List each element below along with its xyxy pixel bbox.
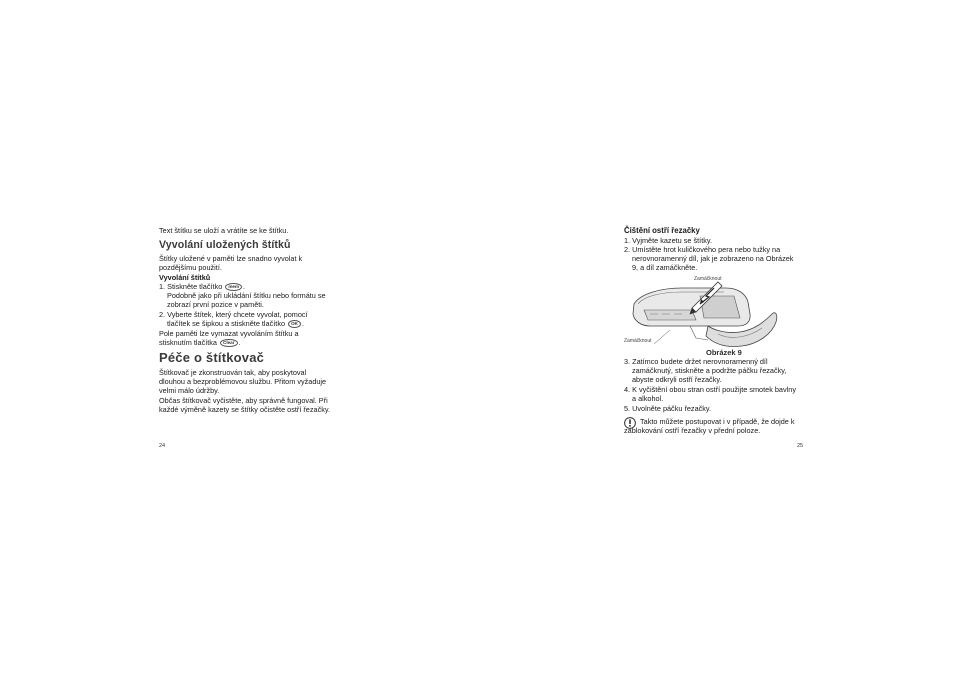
right-step-4-line-1: 4. K vyčištění obou stran ostří použijte smotek bavlny	[624, 385, 796, 394]
ok-key-icon: OK	[288, 320, 301, 328]
label-maker-cutter-illustration	[630, 274, 780, 366]
clear-text: stisknutím tlačítka	[159, 338, 217, 347]
step-2-text: tlačítek se šipkou a stiskněte tlačítko	[167, 319, 286, 328]
care-paragraph-2-line-2: každé výměně kazety se štítky očistěte ostří řezačky.	[159, 405, 330, 414]
cleaning-heading: Čištění ostří řezačky	[624, 226, 700, 235]
care-paragraph-1-line-1: Štítkovač je zkonstruován tak, aby poskytoval	[159, 368, 307, 377]
step-2-line-2: tlačítek se šipkou a stiskněte tlačítko OK .	[167, 319, 304, 328]
right-step-5: 5. Uvolněte páčku řezačky.	[624, 404, 712, 413]
step-1: 1. Stiskněte tlačítko mem .	[159, 282, 246, 291]
step-2-line-1: 2. Vyberte štítek, který chcete vyvolat, pomocí	[159, 310, 308, 319]
recall-paragraph-line-2: pozdějšímu použití.	[159, 263, 222, 272]
recall-heading: Vyvolání uložených štítků	[159, 239, 291, 251]
step-1-text: 1. Stiskněte tlačítko	[159, 282, 223, 291]
figure-label-top: Zamáčknout	[694, 276, 722, 282]
note-line-1: Takto můžete postupovat i v případě, že dojde k	[640, 417, 795, 426]
right-step-4-line-2: a alkohol.	[632, 394, 664, 403]
page-number-right: 25	[797, 443, 804, 449]
recall-subheading: Vyvolání štítků	[159, 273, 211, 282]
care-paragraph-1-line-3: velmi málo údržby.	[159, 386, 220, 395]
right-step-2-line-2: nerovnoramenný díl, jak je zobrazeno na Obrázek	[632, 254, 794, 263]
right-step-3-line-3: abyste odkryli ostří řezačky.	[632, 375, 722, 384]
step-1-cont-line-1: Podobně jako při ukládání štítku nebo formátu se	[167, 291, 326, 300]
intro-text: Text štítku se uloží a vrátíte se ke štítku.	[159, 226, 289, 235]
clear-key-icon: Clear	[220, 339, 238, 347]
figure-caption: Obrázek 9	[706, 348, 742, 357]
care-paragraph-1-line-2: dlouhou a bezproblémovou službu. Přitom vyžaduje	[159, 377, 327, 386]
step-1-cont-line-2: zobrazí první pozice v paměti.	[167, 300, 264, 309]
clear-line-2: stisknutím tlačítka Clear .	[159, 338, 241, 347]
clear-line-1: Pole paměti lze vymazat vyvoláním štítku a	[159, 329, 299, 338]
right-step-2-line-3: 9, a díl zamáčkněte.	[632, 263, 698, 272]
figure-9	[624, 274, 780, 366]
recall-paragraph-line-1: Štítky uložené v paměti lze snadno vyvolat k	[159, 254, 303, 263]
right-step-1: 1. Vyjměte kazetu se štítky.	[624, 236, 713, 245]
care-heading: Péče o štítkovač	[159, 350, 265, 365]
note-line-2: zablokování ostří řezačky v přední poloze.	[624, 426, 761, 435]
page-number-left: 24	[159, 443, 166, 449]
right-step-3-line-2: zamáčknutý, stiskněte a podržte páčku řezačky,	[632, 366, 787, 375]
care-paragraph-2-line-1: Občas štítkovač vyčistěte, aby správně fungoval. Při	[159, 396, 328, 405]
right-step-3-line-1: 3. Zatímco budete držet nerovnoramenný díl	[624, 357, 768, 366]
mem-key-icon: mem	[225, 283, 242, 291]
figure-label-left: Zamáčknout	[624, 338, 652, 344]
right-step-2-line-1: 2. Umístěte hrot kuličkového pera nebo tužky na	[624, 245, 781, 254]
